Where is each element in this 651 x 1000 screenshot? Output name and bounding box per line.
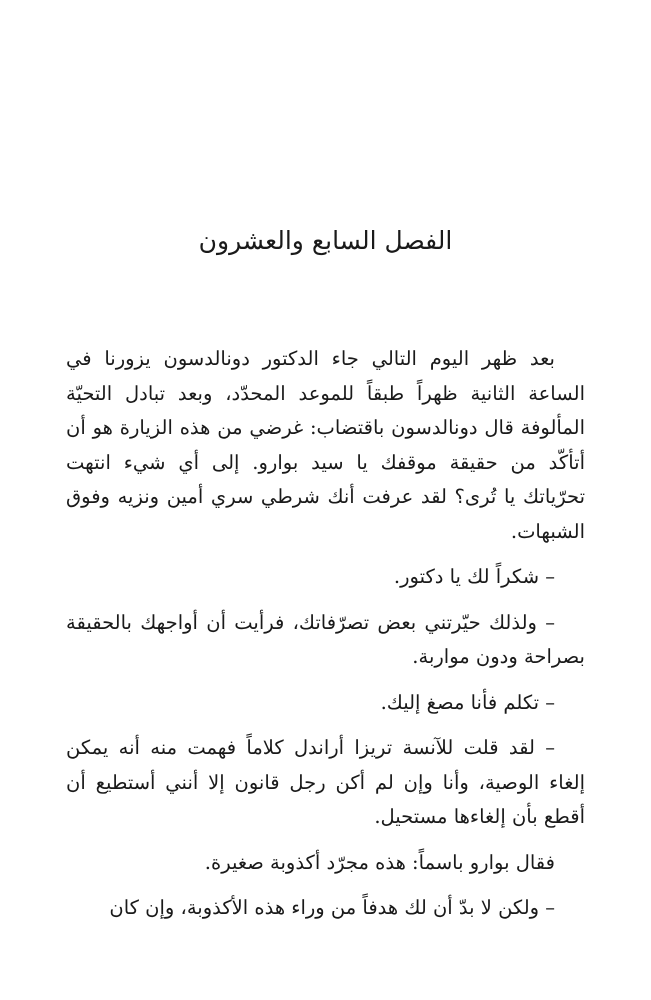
- paragraph: بعد ظهر اليوم التالي جاء الدكتور دونالدسون يزورنا في الساعة الثانية ظهراً طبقاً للموعد المحدّد، وبعد تبادل التحيّة المألوفة قال دونالدسون باقتضاب: غرضي من هذه الزيارة هو أن أتأكّد من حقيقة موقفك يا سيد بوارو. إلى أي شيء انتهت تحرّياتك يا تُرى؟ لقد عرفت أنك شرطي سري أمين ونزيه وفوق الشبهات.: [66, 347, 585, 543]
- chapter-body: [66, 342, 585, 937]
- chapter-title: الفصل السابع والعشرون: [198, 226, 453, 255]
- paragraph: – تكلم فأنا مصغ إليك.: [380, 690, 555, 714]
- paragraph: – شكراً لك يا دكتور.: [393, 565, 555, 588]
- paragraph: – ولذلك حيّرتني بعض تصرّفاتك، فرأيت أن أواجهك بالحقيقة بصراحة ودون مواربة.: [66, 610, 585, 668]
- paragraph: – لقد قلت للآنسة تريزا أراندل كلاماً فهمت منه أنه يمكن إلغاء الوصية، وأنا وإن لم أكن رجل قانون إلا أنني أستطيع أن أقطع بأن إلغاءها مستحيل.: [66, 736, 585, 828]
- paragraph: – ولكن لا بدّ أن لك هدفاً من وراء هذه الأكذوبة، وإن كان: [109, 896, 555, 919]
- paragraph: فقال بوارو باسماً: هذه مجرّد أكذوبة صغيرة.: [204, 850, 555, 874]
